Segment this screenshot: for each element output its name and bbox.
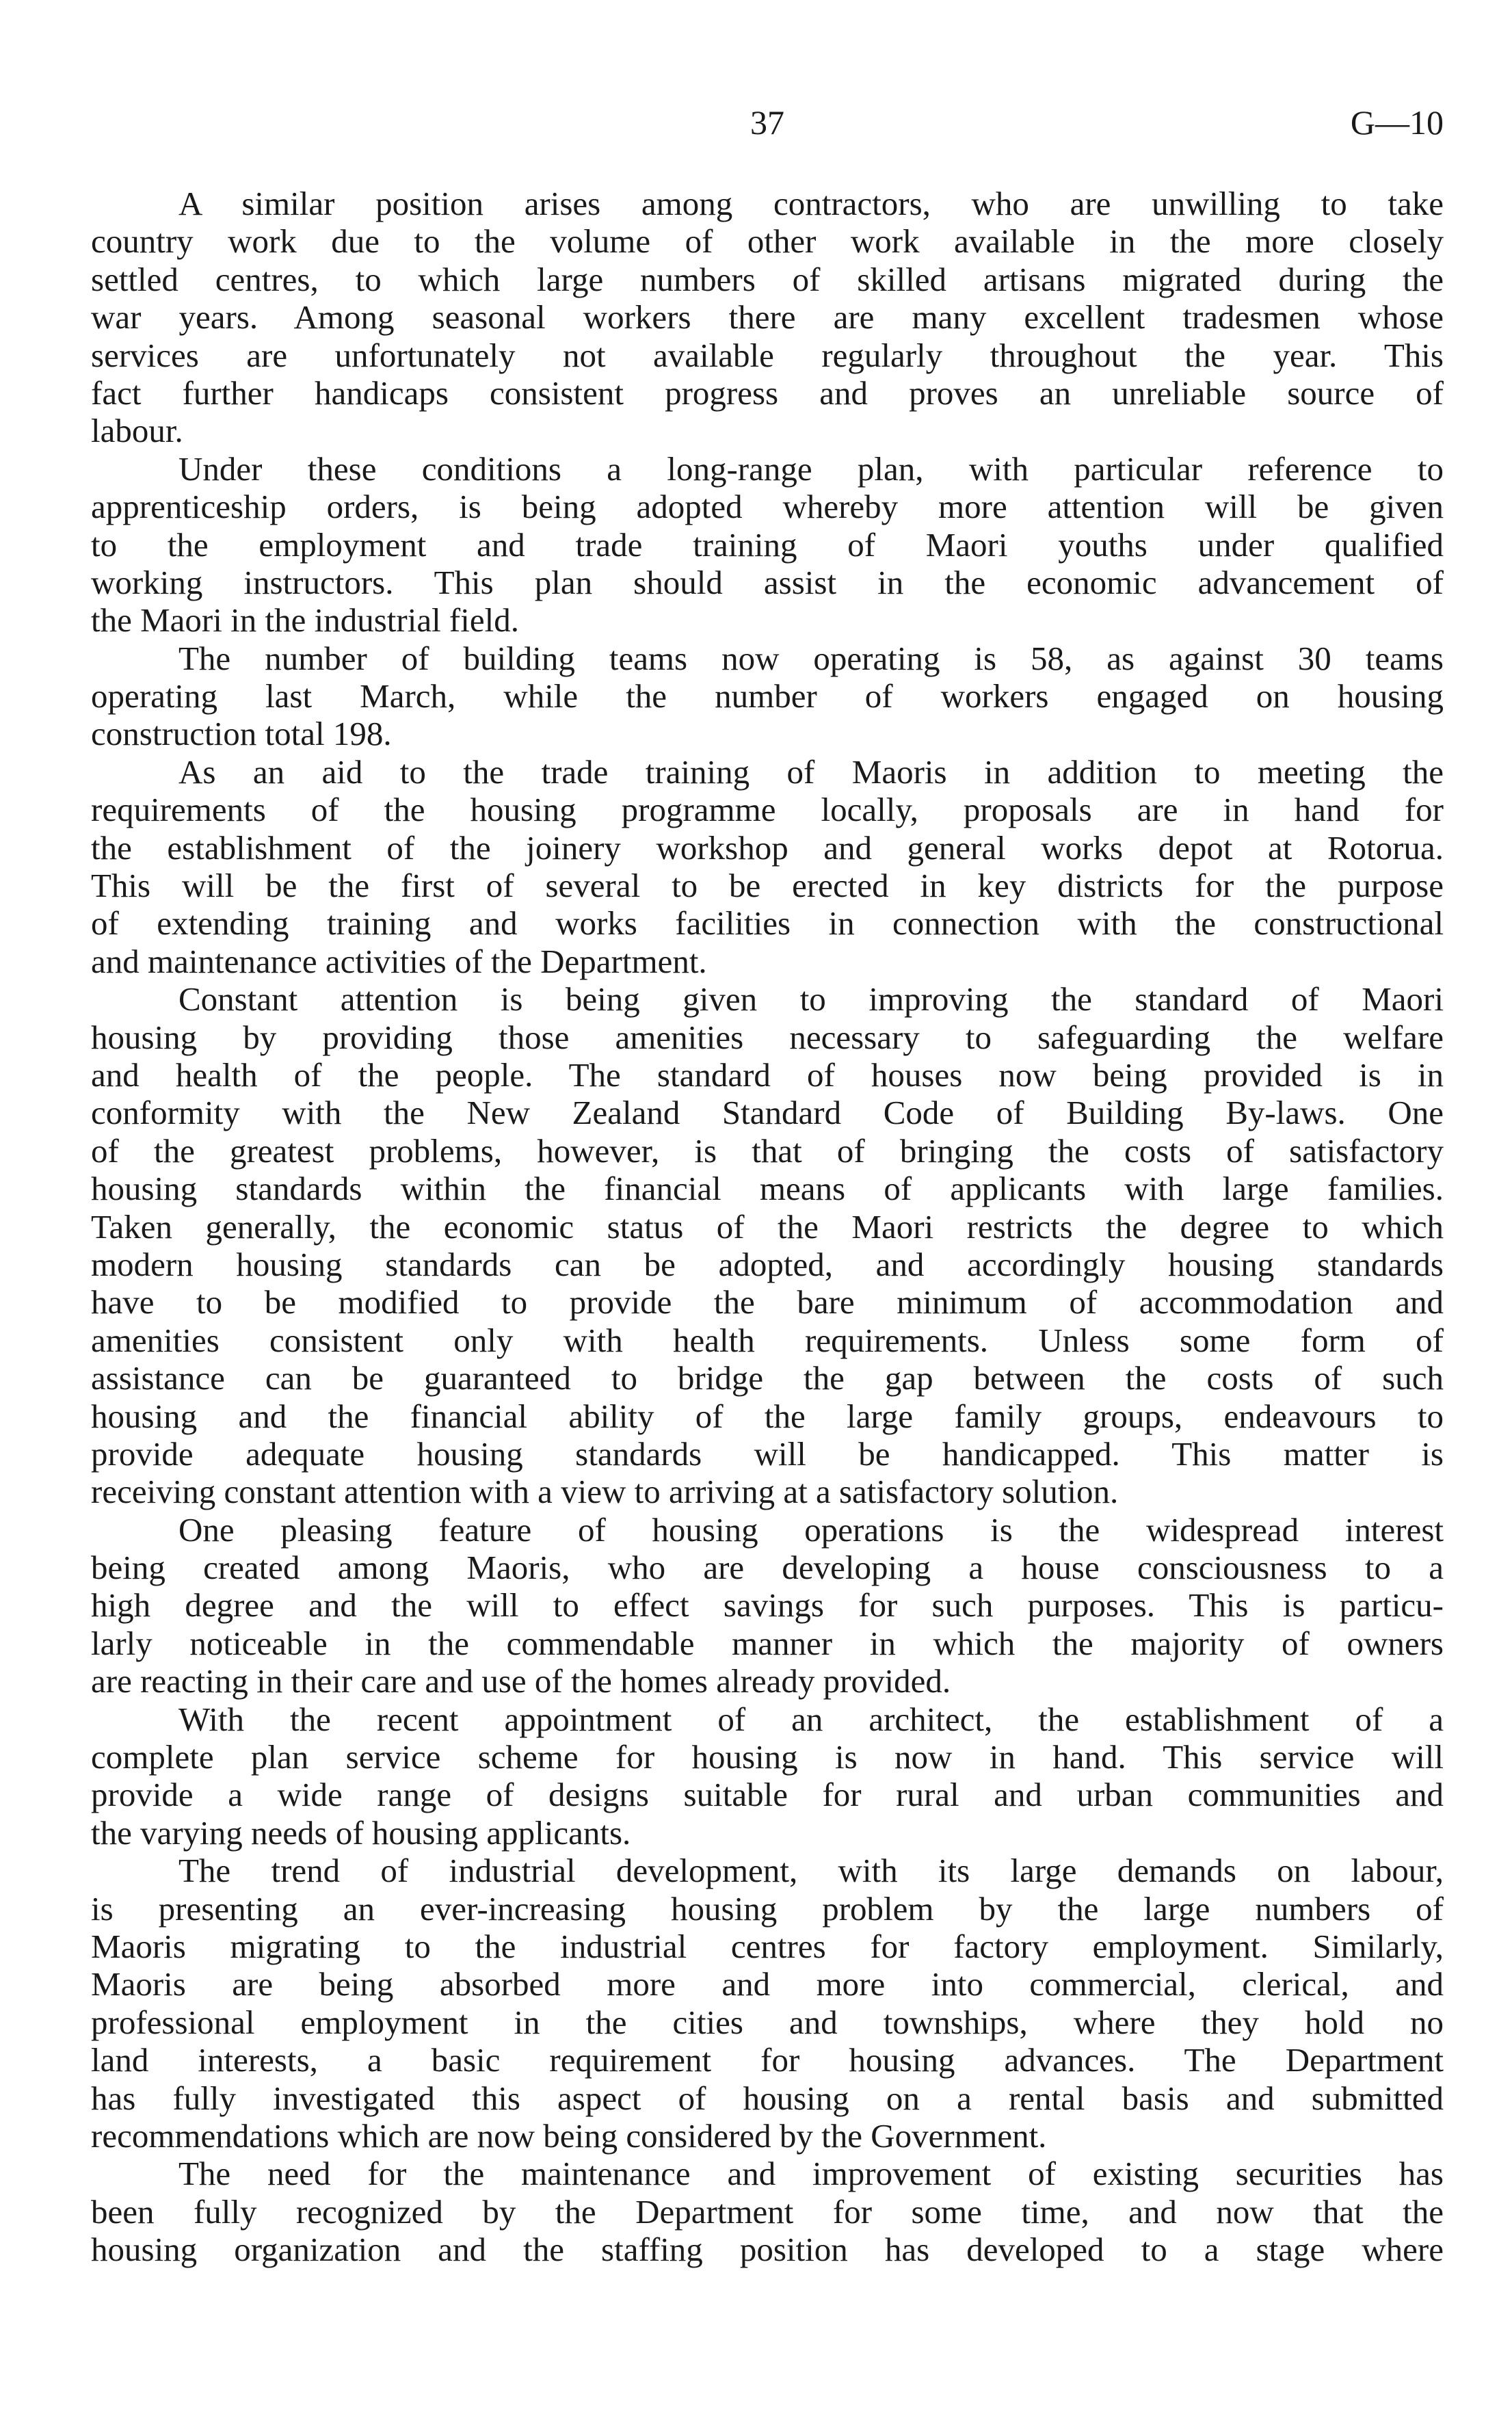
text-line: Taken generally, the economic status of the Maori restricts the degree to which [91, 1207, 1444, 1246]
text-line: housing organization and the staffing position has developed to a stage where [91, 2231, 1444, 2269]
text-line: requirements of the housing programme locally, proposals are in hand for [91, 791, 1444, 829]
text-line: Maoris are being absorbed more and more into commercial, clerical, and [91, 1965, 1444, 2003]
paragraph [91, 1511, 1444, 1700]
text-line: larly noticeable in the commendable manner in which the majority of owners [91, 1624, 1444, 1662]
paragraph [91, 1852, 1444, 2155]
text-line: to the employment and trade training of Maori youths under qualified [91, 525, 1444, 564]
text-line: the varying needs of housing applicants. [91, 1813, 631, 1852]
text-line: fact further handicaps consistent progress and proves an unreliable source of [91, 373, 1444, 412]
text-line: is presenting an ever-increasing housing problem by the large numbers of [91, 1889, 1444, 1928]
text-line: recommendations which are now being considered by the Government. [91, 2116, 1047, 2155]
text-line: the Maori in the industrial field. [91, 601, 519, 640]
text-line: The need for the maintenance and improvement of existing securities has [178, 2155, 1444, 2193]
page-number: 37 [750, 103, 784, 142]
page-header [91, 103, 1444, 144]
body-text [91, 185, 1444, 2268]
text-line: provide adequate housing standards will be handicapped. This matter is [91, 1434, 1444, 1473]
text-line: being created among Maoris, who are developing a house consciousness to a [91, 1549, 1444, 1587]
text-line: high degree and the will to effect savings for such purposes. This is particu- [91, 1586, 1444, 1625]
paragraph [91, 640, 1444, 753]
text-line: amenities consistent only with health requirements. Unless some form of [91, 1321, 1444, 1359]
text-line: provide a wide range of designs suitable for rural and urban communities and [91, 1776, 1444, 1814]
text-line: The number of building teams now operating is 58, as against 30 teams [178, 639, 1444, 677]
document-code: G—10 [1350, 103, 1444, 142]
text-line: of the greatest problems, however, is that of bringing the costs of satisfactory [91, 1131, 1444, 1170]
paragraph [91, 753, 1444, 980]
text-line: conformity with the New Zealand Standard Code of Building By-laws. One [91, 1094, 1444, 1132]
text-line: been fully recognized by the Department for some time, and now that the [91, 2192, 1444, 2231]
text-line: are reacting in their care and use of the homes already provided. [91, 1662, 951, 1700]
text-line: land interests, a basic requirement for housing advances. The Department [91, 2041, 1444, 2079]
text-line: labour. [91, 412, 183, 450]
text-line: have to be modified to provide the bare minimum of accommodation and [91, 1283, 1444, 1322]
text-line: and health of the people. The standard of houses now being provided is in [91, 1055, 1444, 1094]
text-line: Constant attention is being given to improving the standard of Maori [178, 980, 1444, 1019]
text-line: receiving constant attention with a view to arriving at a satisfactory solution. [91, 1473, 1119, 1511]
text-line: One pleasing feature of housing operations is the widespread interest [178, 1510, 1444, 1549]
text-line: the establishment of the joinery workshop and general works depot at Rotorua. [91, 828, 1444, 867]
text-line: services are unfortunately not available regularly throughout the year. This [91, 336, 1444, 374]
text-line: complete plan service scheme for housing is now in hand. This service will [91, 1738, 1444, 1776]
text-line: housing standards within the financial means of applicants with large families. [91, 1170, 1444, 1208]
text-line: modern housing standards can be adopted, and accordingly housing standards [91, 1245, 1444, 1283]
text-line: With the recent appointment of an architect, the establishment of a [178, 1700, 1444, 1738]
text-line: construction total 198. [91, 715, 392, 753]
paragraph [91, 450, 1444, 640]
text-line: has fully investigated this aspect of housing on a rental basis and submitted [91, 2079, 1444, 2117]
text-line: As an aid to the trade training of Maoris in addition to meeting the [178, 752, 1444, 791]
text-line: operating last March, while the number of workers engaged on housing [91, 677, 1444, 715]
paragraph [91, 1700, 1444, 1852]
text-line: The trend of industrial development, with its large demands on labour, [178, 1852, 1444, 1890]
text-line: settled centres, to which large numbers of skilled artisans migrated during the [91, 260, 1444, 298]
text-line: war years. Among seasonal workers there are many excellent tradesmen whose [91, 298, 1444, 337]
text-line: country work due to the volume of other work available in the more closely [91, 222, 1444, 261]
paragraph [91, 980, 1444, 1510]
text-line: Under these conditions a long-range plan, with particular reference to [178, 449, 1444, 488]
paragraph [91, 2155, 1444, 2268]
text-line: housing and the financial ability of the large family groups, endeavours to [91, 1397, 1444, 1435]
text-line: apprenticeship orders, is being adopted whereby more attention will be given [91, 488, 1444, 526]
text-line: of extending training and works facilities in connection with the constructional [91, 904, 1444, 943]
text-line: working instructors. This plan should assist in the economic advancement of [91, 563, 1444, 601]
text-line: and maintenance activities of the Department. [91, 942, 707, 980]
text-line: Maoris migrating to the industrial centres for factory employment. Similarly, [91, 1927, 1444, 1965]
paragraph [91, 185, 1444, 450]
text-line: professional employment in the cities and townships, where they hold no [91, 2003, 1444, 2041]
text-line: This will be the first of several to be erected in key districts for the purpose [91, 867, 1444, 905]
text-line: housing by providing those amenities necessary to safeguarding the welfare [91, 1018, 1444, 1056]
text-line: A similar position arises among contractors, who are unwilling to take [178, 185, 1444, 222]
text-line: assistance can be guaranteed to bridge the gap between the costs of such [91, 1359, 1444, 1397]
